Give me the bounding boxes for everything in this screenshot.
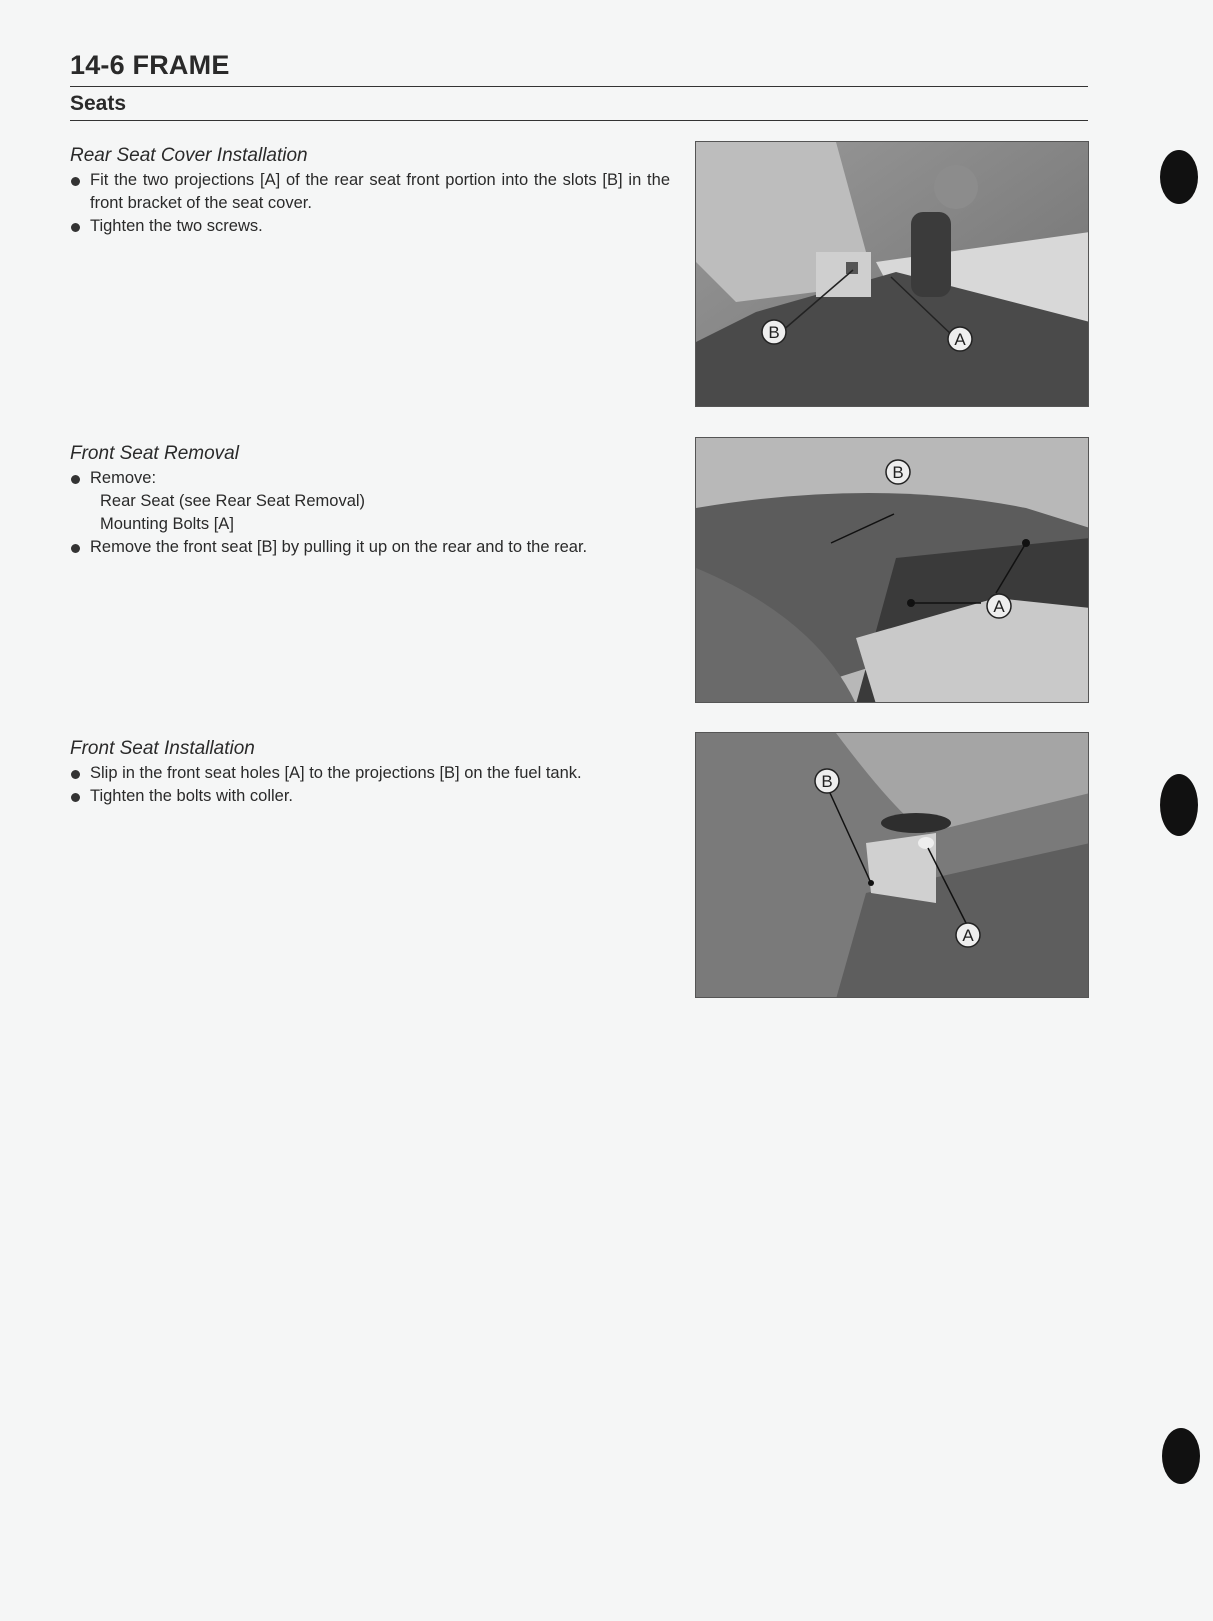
svg-text:B: B [768,323,780,342]
heading: Rear Seat Cover Installation [70,145,308,166]
callout-b [815,769,839,793]
bullet-icon [71,475,80,484]
svg-text:B: B [892,463,904,482]
list-item: Tighten the bolts with coller. [70,785,670,808]
bullet-icon [71,770,80,779]
svg-text:B: B [821,772,833,791]
bullet-icon [71,793,80,802]
rear-seat-cover-installation [70,144,670,238]
photo-front-seat-installation [695,732,1089,998]
heading: Front Seat Removal [70,443,239,464]
page-title: 14-6 FRAME [70,50,230,80]
list-item: Remove the front seat [B] by pulling it up on the rear and to the rear. [70,536,670,559]
list-item: Slip in the front seat holes [A] to the projections [B] on the fuel tank. [70,762,670,785]
svg-text:A: A [962,926,974,945]
sub-item: Mounting Bolts [A] [100,515,234,533]
photo-rear-seat-cover [695,141,1089,407]
list-item: Tighten the two screws. [70,215,670,238]
callout-b [886,460,910,484]
heading: Front Seat Installation [70,738,255,759]
bullet-icon [71,544,80,553]
section-title: Seats [70,92,127,115]
bullet-icon [71,177,80,186]
punch-hole-icon [1162,1428,1200,1484]
bullet-icon [71,223,80,232]
list-item: Remove: [70,467,670,490]
callout-a [948,327,972,351]
svg-text:A: A [954,330,966,349]
callout-a [956,923,980,947]
svg-text:A: A [993,597,1005,616]
section-rule [70,120,1088,121]
sub-item: Rear Seat (see Rear Seat Removal) [100,492,366,510]
callout-a [987,594,1011,618]
front-seat-installation [70,737,670,808]
punch-hole-icon [1160,774,1198,836]
punch-hole-icon [1160,150,1198,204]
front-seat-removal [70,442,670,559]
photo-front-seat-removal [695,437,1089,703]
callout-b [762,320,786,344]
list-item: Fit the two projections [A] of the rear seat front portion into the slots [B] in the front bracket of the seat cover. [70,169,670,215]
header-rule [70,86,1088,87]
